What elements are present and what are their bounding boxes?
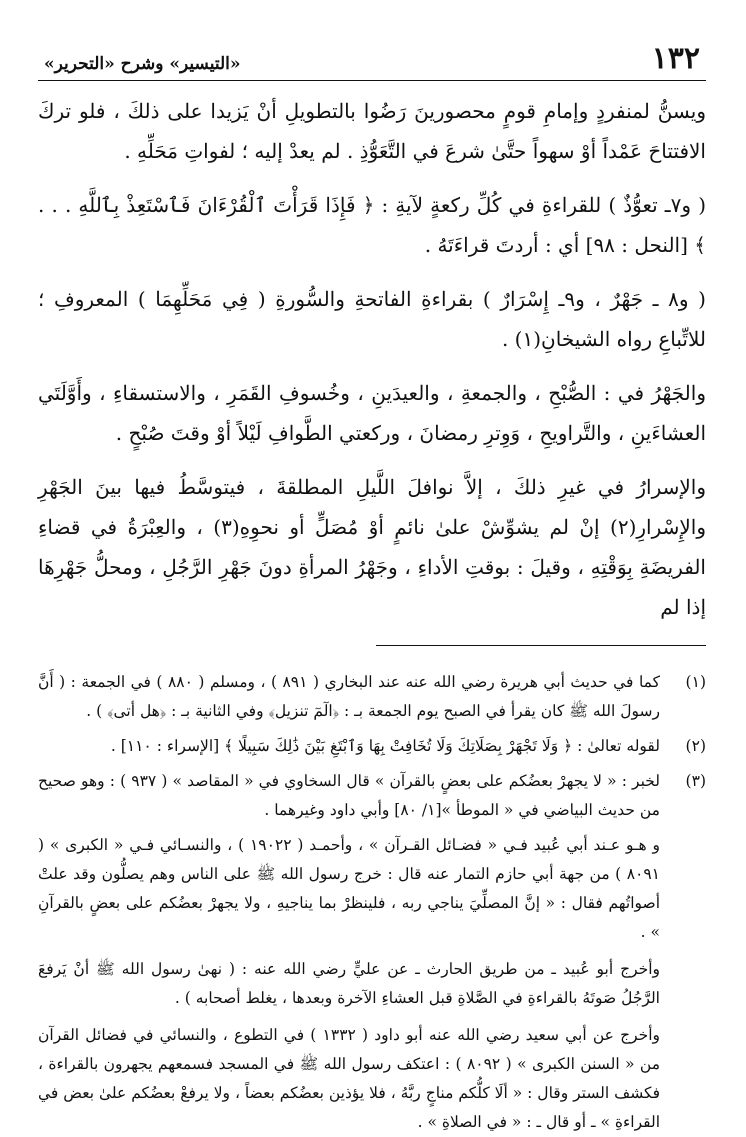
paragraph: والإسرارُ في غيرِ ذلكَ ، إلاَّ نوافلَ اللَّيلِ المطلقةَ ، فيتوسَّطُ فيها بينَ الجَهْرِ والإِسْرارِ(٢) إنْ لم يشوِّشْ علىٰ نائمٍ أوْ مُصَلٍّ أو نحوِهِ(٣) ، والعِبْرَةُ في قضاءِ الفريضَةِ بِوَقْتِهِ ، وقيلَ : بوقتِ الأداءِ ، وجَهْرُ المرأةِ دونَ جَهْرِ الرَّجُلِ ، ومحلُّ جَهْرِهَا إذا لم: [38, 475, 707, 619]
footnote-continuation: وأخرج أبو عُبيد ـ من طريق الحارث ـ عن عليٍّ رضي الله عنه : ( نهىٰ رسول الله ﷺ أنْ يَرفعَ الرَّجُلُ صَوتَهُ بالقراءةِ في الصَّلاةِ قبل العشاءِ الآخرة وبعدها ، يغلط أصحابه ) .: [38, 960, 660, 1007]
paragraph: والجَهْرُ في : الصُّبْحِ ، والجمعةِ ، والعيدَينِ ، وخُسوفِ القَمَرِ ، والاستسقاءِ ، وأَوَّلَتَي العشاءَينِ ، والتَّراويحِ ، وَوِترِ رمضانَ ، وركعتي الطَّوافِ لَيْلاً أوْ وقتَ صُبْحٍ .: [38, 381, 706, 445]
footnote-number: (٣): [685, 772, 706, 790]
footnote-divider: [376, 645, 706, 646]
main-text: [38, 91, 706, 627]
footnotes: [38, 668, 706, 1137]
footnote-continuation: وأخرج عن أبي سعيد رضي الله عنه أبو داود ( ١٣٣٢ ) في التطوع ، والنسائي في فضائل القرآن من « السنن الكبرى » ( ٨٠٩٢ ) : اعتكف رسول الله ﷺ في المسجد فسمعهم يجهرون بالقراءة ، فكشف الستر وقال : « ألَا كلُّكم مناجٍ ربَّهُ ، فلا يؤذين بعضُكم بعضاً ، ولا يرفعْ بعضُكم علىٰ بعض في القراءةِ » ـ أو قال ـ : « في الصلاةِ » .: [38, 1026, 661, 1131]
footnote-text: كما في حديث أبي هريرة رضي الله عنه عند البخاري ( ٨٩١ ) ، ومسلم ( ٨٨٠ ) في الجمعة : ( أَنَّ رسولَ الله ﷺ كان يقرأ في الصبح يوم الجمعة بـ : ﴿الٓمٓ تنزيل﴾ وفي الثانية بـ : ﴿هل أتى﴾ ) .: [38, 673, 661, 720]
footnote-text: لخبر : « لا يجهرْ بعضُكم على بعضٍ بالقرآن » قال السخاوي في « المقاصد » ( ٩٣٧ ) : وهو صحيح من حديث البياضي في « الموطأ »[١/ ٨٠] وأبي داود وغيرهما .: [38, 772, 660, 819]
footnote-number: (٢): [685, 737, 706, 755]
running-title: «التيسير» وشرح «التحرير»: [44, 54, 241, 74]
paragraph: ويسنُّ لمنفردٍ وإمامِ قومٍ محصورينَ رَضُوا بالتطويلِ أنْ يَزيدا على ذلكَ ، فلو تركَ الافتتاحَ عَمْداً أوْ سهواً حتَّىٰ شرعَ في التَّعَوُّذِ . لم يعدْ إليه ؛ لفواتِ مَحَلِّهِ .: [38, 99, 706, 163]
page: [38, 30, 707, 1131]
footnote-number: (١): [685, 673, 706, 691]
paragraph: ( و٨ ـ جَهْرٌ ، و٩ـ إِسْرَارٌ ) بقراءةِ الفاتحةِ والسُّورةِ ( فِي مَحَلِّهِمَا ) المعروفِ ؛ للاتِّباعِ رواه الشيخانِ(١) .: [38, 287, 706, 351]
footnote-continuation: و هـو عـند أبي عُبيد فـي « فضـائل القـرآن » ، وأحمـد ( ١٩٠٢٢ ) ، والنسـائي فـي « الكبرى » ( ٨٠٩١ ) من جهة أبي حازم التمار عنه قال : خرج رسول الله ﷺ على الناس وهم يصلُّون وقد علتْ أصواتُهم فقال : « إنَّ المصلِّيَ يناجي ربه ، فلينظرْ بما يناجيهِ ، ولا يجهرْ بعضُكم على بعضٍ بالقرآنِ » .: [38, 836, 660, 941]
footnote: [38, 767, 706, 825]
footnote: [38, 668, 706, 726]
footnote: [38, 732, 706, 761]
page-number: ١٣٢: [651, 41, 700, 76]
footnote-text: لقوله تعالىٰ : ﴿ وَلَا تَجْهَرْ بِصَلَاتِكَ وَلَا تُخَافِتْ بِهَا وَٱبْتَغِ بَيْنَ ذَٰلِكَ سَبِيلًا ﴾ [الإسراء : ١١٠] .: [110, 737, 660, 755]
page-header: [38, 30, 706, 81]
paragraph: ( و٧ـ تعوُّذٌ ) للقراءةِ في كُلِّ ركعةٍ لآيةِ : ﴿ فَإِذَا قَرَأْتَ ٱلْقُرْءَانَ فَٱسْتَعِذْ بِٱللَّهِ . . . ﴾ [النحل : ٩٨] أي : أردتَ قراءَتَهُ .: [38, 193, 706, 257]
